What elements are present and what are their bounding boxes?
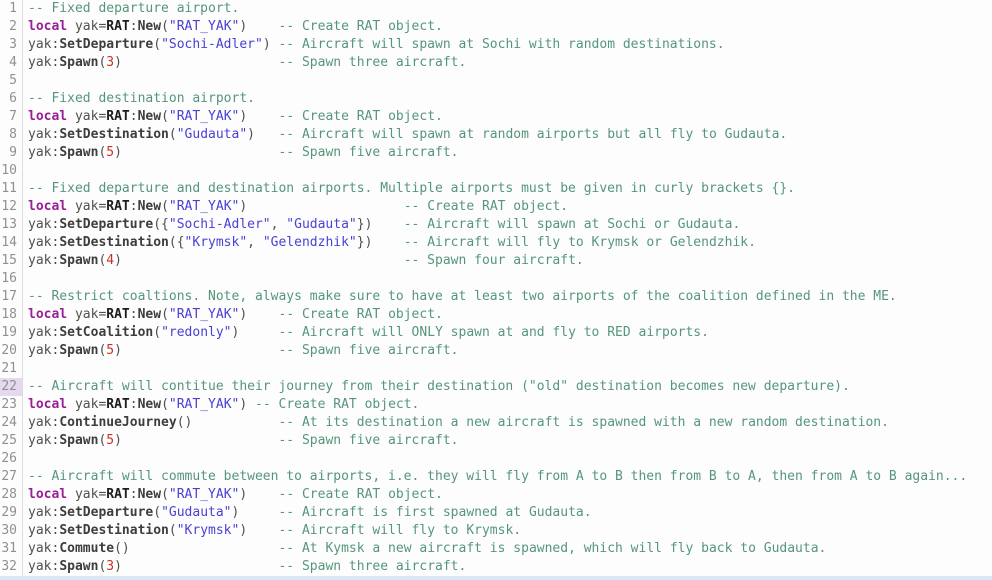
- line-number[interactable]: 6: [0, 90, 23, 108]
- line-number[interactable]: 31: [0, 540, 23, 558]
- code-line: [0, 450, 992, 468]
- code-line-text: yak:SetDeparture("Sochi-Adler") -- Aircraft will spawn at Sochi with random destinations.: [28, 37, 725, 52]
- line-number[interactable]: 23: [0, 396, 23, 414]
- line-number[interactable]: 26: [0, 450, 23, 468]
- line-number[interactable]: 21: [0, 360, 23, 378]
- code-line: [0, 180, 992, 198]
- code-line-text: yak:SetDestination("Gudauta") -- Aircraft will spawn at random airports but all fly to Gudauta.: [28, 127, 788, 142]
- code-line-text: yak:Commute() -- At Kymsk a new aircraft is spawned, which will fly back to Gudauta.: [28, 541, 827, 556]
- code-line-text: yak:SetDeparture("Gudauta") -- Aircraft is first spawned at Gudauta.: [28, 505, 592, 520]
- line-number[interactable]: 28: [0, 486, 23, 504]
- code-line-text: -- Fixed departure and destination airports. Multiple airports must be given in curly brackets {}.: [28, 181, 796, 196]
- code-line: [0, 306, 992, 324]
- code-line: [0, 432, 992, 450]
- code-line-text: yak:Spawn(3) -- Spawn three aircraft.: [28, 559, 467, 574]
- code-line-text: local yak=RAT:New("RAT_YAK") -- Create RAT object.: [28, 199, 569, 214]
- line-number[interactable]: 19: [0, 324, 23, 342]
- code-line-text: yak:Spawn(5) -- Spawn five aircraft.: [28, 343, 459, 358]
- code-line: [0, 324, 992, 342]
- line-number[interactable]: 30: [0, 522, 23, 540]
- code-line: [0, 252, 992, 270]
- code-line: [0, 342, 992, 360]
- code-line-text: -- Fixed departure airport.: [28, 1, 240, 16]
- code-line-text: local yak=RAT:New("RAT_YAK") -- Create RAT object.: [28, 397, 420, 412]
- code-line: [0, 504, 992, 522]
- code-line: [0, 36, 992, 54]
- line-number[interactable]: 2: [0, 18, 23, 36]
- code-line-text: local yak=RAT:New("RAT_YAK") -- Create RAT object.: [28, 109, 443, 124]
- code-line: [0, 360, 992, 378]
- code-line: [0, 522, 992, 540]
- partially-visible-selected-line: [0, 576, 992, 580]
- code-line: [0, 558, 992, 576]
- line-number[interactable]: 11: [0, 180, 23, 198]
- code-line: [0, 486, 992, 504]
- code-line-text: yak:SetCoalition("redonly") -- Aircraft will ONLY spawn at and fly to RED airports.: [28, 325, 709, 340]
- line-number[interactable]: 4: [0, 54, 23, 72]
- code-line: [0, 414, 992, 432]
- code-line: [0, 216, 992, 234]
- code-line: [0, 72, 992, 90]
- code-line-text: local yak=RAT:New("RAT_YAK") -- Create RAT object.: [28, 19, 443, 34]
- line-number[interactable]: 18: [0, 306, 23, 324]
- line-number[interactable]: 25: [0, 432, 23, 450]
- code-line: [0, 0, 992, 18]
- line-number[interactable]: 16: [0, 270, 23, 288]
- line-number[interactable]: 10: [0, 162, 23, 180]
- line-number[interactable]: 12: [0, 198, 23, 216]
- code-line-text: [23, 360, 28, 378]
- code-line-text: [23, 72, 28, 90]
- line-number[interactable]: 29: [0, 504, 23, 522]
- code-line: [0, 162, 992, 180]
- line-number[interactable]: 1: [0, 0, 23, 18]
- code-line-text: yak:Spawn(3) -- Spawn three aircraft.: [28, 55, 467, 70]
- code-line-text: yak:SetDeparture({"Sochi-Adler", "Gudauta"}) -- Aircraft will spawn at Sochi or Gudauta.: [28, 217, 741, 232]
- line-number[interactable]: 5: [0, 72, 23, 90]
- code-line-text: [23, 270, 28, 288]
- code-line: [0, 18, 992, 36]
- code-line: [0, 126, 992, 144]
- code-line-text: -- Restrict coaltions. Note, always make sure to have at least two airports of the coalition defined in the ME.: [28, 289, 897, 304]
- code-line-text: -- Fixed destination airport.: [28, 91, 255, 106]
- line-number[interactable]: 24: [0, 414, 23, 432]
- code-line-text: yak:ContinueJourney() -- At its destination a new aircraft is spawned with a new random destination.: [28, 415, 889, 430]
- code-line-text: local yak=RAT:New("RAT_YAK") -- Create RAT object.: [28, 307, 443, 322]
- line-number[interactable]: 13: [0, 216, 23, 234]
- code-line-text: -- Aircraft will contitue their journey from their destination ("old" destination becomes new departure).: [28, 379, 850, 394]
- line-number[interactable]: 9: [0, 144, 23, 162]
- code-line: [0, 288, 992, 306]
- line-number[interactable]: 7: [0, 108, 23, 126]
- line-number[interactable]: 20: [0, 342, 23, 360]
- code-line: [0, 396, 992, 414]
- line-number[interactable]: 15: [0, 252, 23, 270]
- code-line: [0, 468, 992, 486]
- code-line: [0, 540, 992, 558]
- code-line: [0, 90, 992, 108]
- line-number[interactable]: 3: [0, 36, 23, 54]
- line-number[interactable]: 22: [0, 378, 23, 396]
- code-line-text: yak:SetDestination("Krymsk") -- Aircraft will fly to Krymsk.: [28, 523, 522, 538]
- code-line-text: -- Aircraft will commute between to airports, i.e. they will fly from A to B then from B to A, then from A to B again...: [28, 469, 968, 484]
- code-line-text: yak:Spawn(4) -- Spawn four aircraft.: [28, 253, 584, 268]
- code-line: [0, 144, 992, 162]
- line-number[interactable]: 32: [0, 558, 23, 576]
- code-line: [0, 378, 992, 396]
- code-line: [0, 198, 992, 216]
- code-line-text: local yak=RAT:New("RAT_YAK") -- Create RAT object.: [28, 487, 443, 502]
- code-line: [0, 270, 992, 288]
- code-line-text: [23, 162, 28, 180]
- code-line: [0, 108, 992, 126]
- line-number[interactable]: 17: [0, 288, 23, 306]
- code-line-text: yak:SetDestination({"Krymsk", "Gelendzhik"}) -- Aircraft will fly to Krymsk or Gelendzhik.: [28, 235, 756, 250]
- code-line: [0, 54, 992, 72]
- line-number[interactable]: 27: [0, 468, 23, 486]
- line-number[interactable]: 8: [0, 126, 23, 144]
- code-line-text: yak:Spawn(5) -- Spawn five aircraft.: [28, 433, 459, 448]
- code-line: [0, 234, 992, 252]
- code-line-text: [23, 450, 28, 468]
- line-number[interactable]: 14: [0, 234, 23, 252]
- code-line-text: yak:Spawn(5) -- Spawn five aircraft.: [28, 145, 459, 160]
